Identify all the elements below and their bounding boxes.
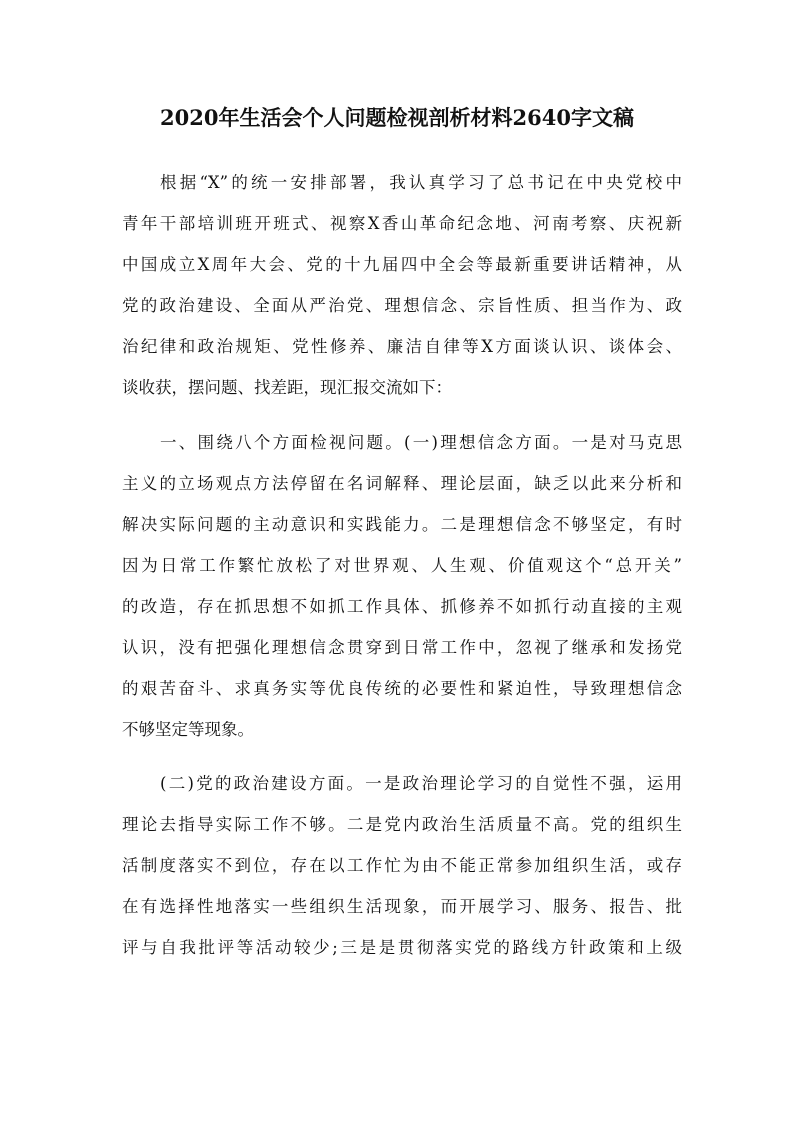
paragraph-line: 根据“X”的统一安排部署，我认真学习了总书记在中央党校中 bbox=[160, 173, 682, 192]
paragraph-line: 在有选择性地落实一些组织生活现象，而开展学习、服务、报告、批 bbox=[122, 897, 682, 916]
paragraph-line: 一、围绕八个方面检视问题。(一)理想信念方面。一是对马克思 bbox=[160, 433, 682, 452]
paragraph-line: 不够坚定等现象。 bbox=[122, 720, 254, 739]
paragraph-line: (二)党的政治建设方面。一是政治理论学习的自觉性不强，运用 bbox=[160, 774, 682, 793]
paragraph-line: 因为日常工作繁忙放松了对世界观、人生观、价值观这个“总开关” bbox=[122, 556, 682, 575]
paragraph-line: 中国成立X周年大会、党的十九届四中全会等最新重要讲话精神，从 bbox=[122, 255, 682, 274]
paragraph-line: 理论去指导实际工作不够。二是党内政治生活质量不高。党的组织生 bbox=[122, 815, 682, 834]
paragraph-line: 的艰苦奋斗、求真务实等优良传统的必要性和紧迫性，导致理想信念 bbox=[122, 679, 682, 698]
paragraph-line: 主义的立场观点方法停留在名词解释、理论层面，缺乏以此来分析和 bbox=[122, 474, 682, 493]
paragraph-line: 党的政治建设、全面从严治党、理想信念、宗旨性质、担当作为、政 bbox=[122, 296, 682, 315]
paragraph-line: 解决实际问题的主动意识和实践能力。二是理想信念不够坚定，有时 bbox=[122, 515, 682, 534]
document-title: 2020年生活会个人问题检视剖析材料2640字文稿 bbox=[160, 105, 634, 130]
paragraph-line: 认识，没有把强化理想信念贯穿到日常工作中，忽视了继承和发扬党 bbox=[122, 638, 682, 657]
paragraph-line: 治纪律和政治规矩、党性修养、廉洁自律等X方面谈认识、谈体会、 bbox=[122, 337, 682, 356]
paragraph-line: 谈收获，摆问题、找差距，现汇报交流如下： bbox=[122, 378, 452, 397]
paragraph-ideals-beliefs bbox=[122, 422, 682, 750]
paragraph-political-building bbox=[122, 763, 682, 968]
paragraph-intro bbox=[122, 162, 682, 408]
paragraph-line: 活制度落实不到位，存在以工作忙为由不能正常参加组织生活，或存 bbox=[122, 856, 682, 875]
paragraph-line: 青年干部培训班开班式、视察X香山革命纪念地、河南考察、庆祝新 bbox=[122, 214, 682, 233]
paragraph-line: 评与自我批评等活动较少;三是是贯彻落实党的路线方针政策和上级 bbox=[122, 938, 682, 957]
paragraph-line: 的改造，存在抓思想不如抓工作具体、抓修养不如抓行动直接的主观 bbox=[122, 597, 682, 616]
